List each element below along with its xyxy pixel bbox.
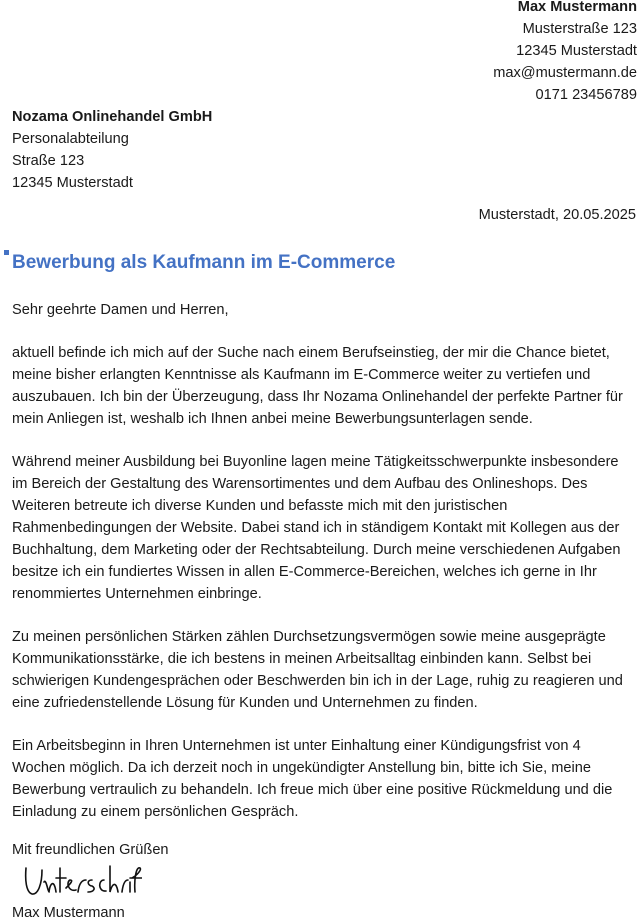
text-line: Rahmenbedingungen der Website. Dabei stand ich in ständigem Kontakt mit Kollegen aus der	[12, 520, 620, 536]
letter-body	[12, 299, 630, 844]
heading-marker	[4, 250, 9, 255]
paragraph-1	[12, 342, 630, 430]
letter-date: Musterstadt, 20.05.2025	[478, 207, 636, 223]
sender-city: 12345 Musterstadt	[516, 43, 637, 59]
text-line: Einladung zu einem persönlichen Gespräch.	[12, 804, 299, 820]
recipient-address	[12, 106, 212, 194]
text-line: Buchhaltung, dem Marketing oder der Rechtsabteilung. Durch meine verschiedenen Aufgaben	[12, 542, 621, 558]
text-line: Wochen möglich. Da ich derzeit noch in ungekündigter Anstellung bin, bitte ich Sie, meine	[12, 760, 591, 776]
sender-email: max@mustermann.de	[493, 65, 637, 81]
text-line: Weiteren betreute ich diverse Kunden und befasste mich mit den juristischen	[12, 498, 508, 514]
recipient-city: 12345 Musterstadt	[12, 175, 133, 191]
text-line: Während meiner Ausbildung bei Buyonline lagen meine Tätigkeitsschwerpunkte insbesondere	[12, 454, 619, 470]
handwritten-signature	[22, 862, 142, 904]
text-line: auszubauen. Ich bin der Überzeugung, dass Ihr Nozama Onlinehandel der perfekte Partner für	[12, 389, 623, 405]
text-line: besitze ich ein fundiertes Wissen in allen E-Commerce-Bereichen, welches ich gerne in Ihr	[12, 564, 597, 580]
text-line: Zu meinen persönlichen Stärken zählen Durchsetzungsvermögen sowie meine ausgeprägte	[12, 629, 606, 645]
recipient-company: Nozama Onlinehandel GmbH	[12, 109, 213, 125]
signer-name: Max Mustermann	[12, 905, 125, 921]
recipient-department: Personalabteilung	[12, 131, 129, 147]
salutation: Sehr geehrte Damen und Herren,	[12, 302, 229, 318]
paragraph-2	[12, 451, 630, 605]
sender-name: Max Mustermann	[517, 0, 637, 15]
subject-heading: Bewerbung als Kaufmann im E-Commerce	[12, 252, 396, 273]
text-line: Ein Arbeitsbeginn in Ihren Unternehmen ist unter Einhaltung einer Kündigungsfrist von 4	[12, 738, 581, 754]
text-line: schwierigen Kundengesprächen oder Beschwerden bin ich in der Lage, ruhig zu reagieren und	[12, 673, 623, 689]
sender-phone: 0171 23456789	[535, 87, 637, 103]
text-line: aktuell befinde ich mich auf der Suche nach einem Berufseinstieg, der mir die Chance bietet,	[12, 345, 610, 361]
closing-phrase: Mit freundlichen Grüßen	[12, 842, 169, 858]
recipient-street: Straße 123	[12, 153, 85, 169]
text-line: meine bisher erlangten Kenntnisse als Kaufmann im E-Commerce weiter zu vertiefen und	[12, 367, 591, 383]
sender-address	[493, 0, 637, 106]
text-line: mein Anliegen ist, weshalb ich Ihnen anbei meine Bewerbungsunterlagen sende.	[12, 411, 533, 427]
sender-street: Musterstraße 123	[522, 21, 637, 37]
text-line: Bewerbung vertraulich zu behandeln. Ich freue mich über eine positive Rückmeldung und die	[12, 782, 613, 798]
text-line: renommiertes Unternehmen einbringe.	[12, 586, 262, 602]
paragraph-3	[12, 626, 630, 714]
paragraph-4	[12, 735, 630, 823]
text-line: im Bereich der Gestaltung des Warensortimentes und dem Aufbau des Onlineshops. Des	[12, 476, 588, 492]
text-line: eine zufriedenstellende Lösung für Kunden und Unternehmen zu finden.	[12, 695, 478, 711]
text-line: Kommunikationsstärke, die ich bestens in meinen Arbeitsalltag einbinden kann. Selbst bei	[12, 651, 592, 667]
